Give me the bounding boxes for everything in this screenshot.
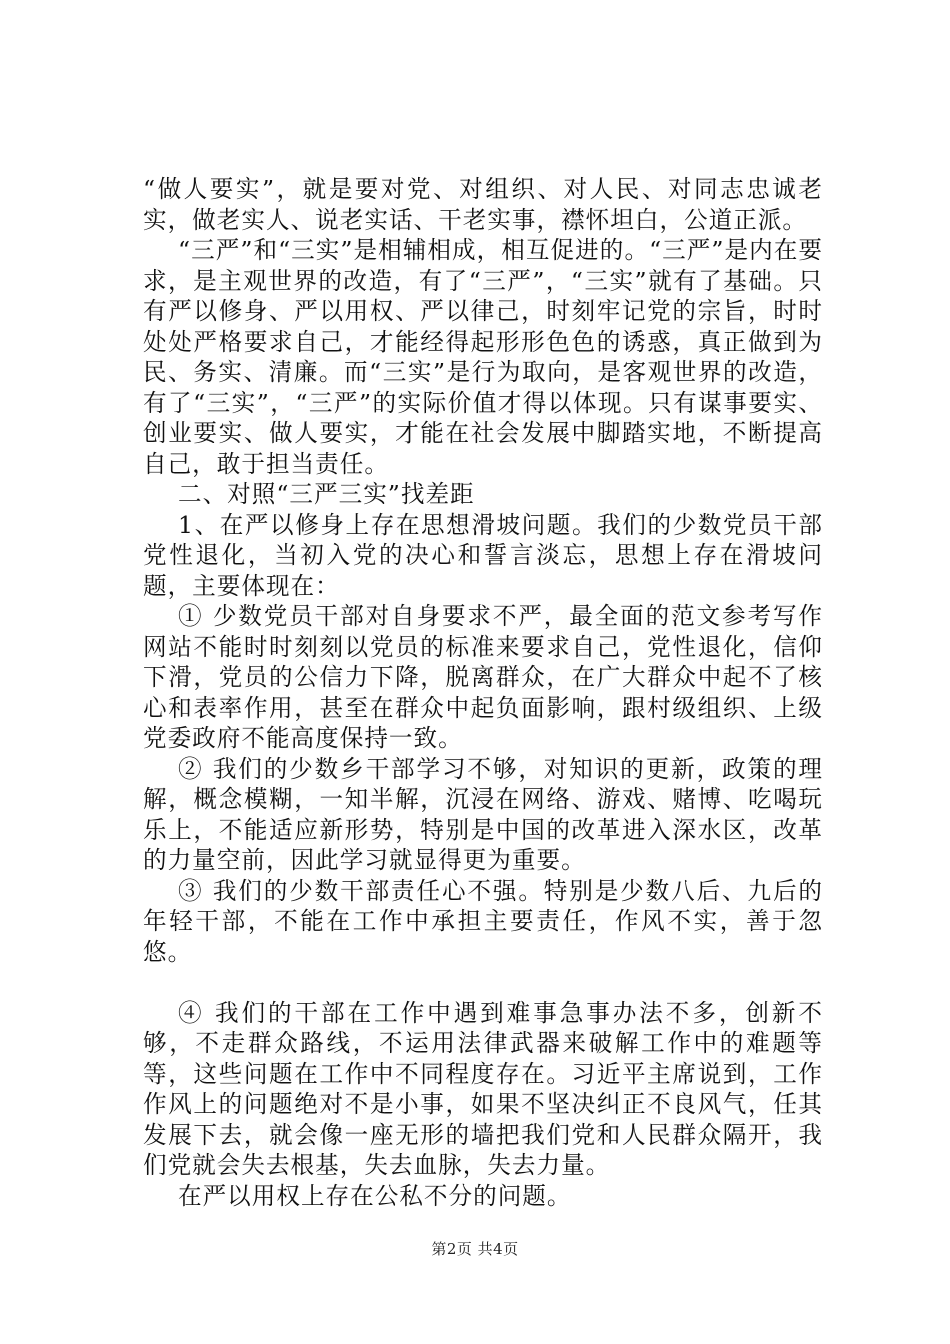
paragraph-point-2: ② 我们的少数乡干部学习不够，对知识的更新，政策的理解，概念模糊，一知半解，沉浸在网络、游戏、赌博、吃喝玩乐上，不能适应新形势，特别是中国的改革进入深水区，改革的力量空前，因此学习就显得更为重要。 xyxy=(143,754,823,874)
paragraph-item-1: 1、在严以修身上存在思想滑坡问题。我们的少数党员干部党性退化，当初入党的决心和誓言淡忘，思想上存在滑坡问题，主要体现在： xyxy=(143,510,823,600)
paragraph-point-4: ④ 我们的干部在工作中遇到难事急事办法不多，创新不够，不走群众路线，不运用法律武器来破解工作中的难题等等，这些问题在工作中不同程度存在。习近平主席说到，工作作风上的问题绝对不是小事，如果不坚决纠正不良风气，任其发展下去，就会像一座无形的墙把我们党和人民群众隔开，我们党就会失去根基，失去血脉，失去力量。 xyxy=(143,998,823,1179)
section-heading: 二、对照“三严三实”找差距 xyxy=(178,480,475,508)
paragraph-three-strict-three-solid: “三严”和“三实”是相辅相成，相互促进的。“三严”是内在要求，是主观世界的改造，有了“三严”，“三实”就有了基础。只有严以修身、严以用权、严以律己，时刻牢记党的宗旨，时时处处严格要求自己，才能经得起形形色色的诱惑，真正做到为民、务实、清廉。而“三实”是行为取向，是客观世界的改造，有了“三实”，“三严”的实际价值才得以体现。只有谋事要实、创业要实、做人要实，才能在社会发展中脚踏实地，不断提高自己，敢于担当责任。 xyxy=(143,236,823,478)
document-body xyxy=(143,174,823,1211)
paragraph-honest-person: “做人要实”，就是要对党、对组织、对人民、对同志忠诚老实，做老实人、说老实话、干老实事，襟怀坦白，公道正派。 xyxy=(143,175,823,234)
paragraph-point-1: ① 少数党员干部对自身要求不严，最全面的范文参考写作网站不能时时刻刻以党员的标准来要求自己，党性退化，信仰下滑，党员的公信力下降，脱离群众，在广大群众中起不了核心和表率作用，甚至在群众中起负面影响，跟村级组织、上级党委政府不能高度保持一致。 xyxy=(143,602,823,752)
page-number-footer: 第2页 共4页 xyxy=(431,1240,519,1258)
paragraph-point-3: ③ 我们的少数干部责任心不强。特别是少数八后、九后的年轻干部，不能在工作中承担主要责任，作风不实，善于忽悠。 xyxy=(143,876,823,966)
paragraph-item-2: 在严以用权上存在公私不分的问题。 xyxy=(178,1181,572,1210)
